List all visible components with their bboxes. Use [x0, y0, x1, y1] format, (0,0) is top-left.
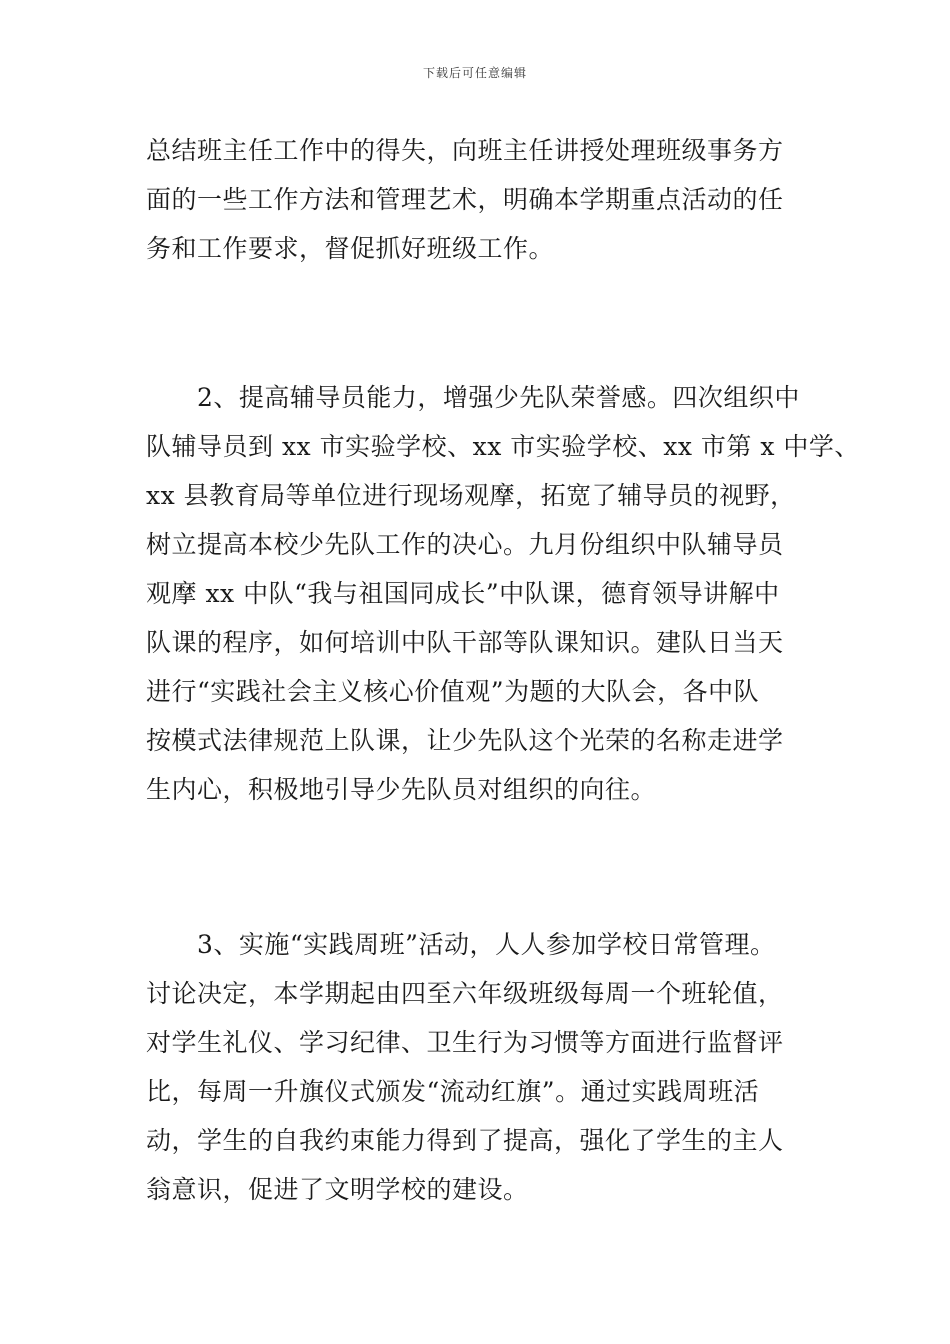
paragraph-1: [146, 126, 816, 273]
paragraph-3: [146, 920, 816, 1214]
text-line: 队课的程序，如何培训中队干部等队课知识。建队日当天: [146, 628, 784, 657]
text-line: 进行“实践社会主义核心价值观”为题的大队会，各中队: [146, 677, 760, 706]
text-line: 队辅导员到 xx 市实验学校、xx 市实验学校、xx 市第 x 中学、: [146, 432, 860, 461]
paragraph-2: [146, 373, 860, 814]
text-line: 动，学生的自我约束能力得到了提高，强化了学生的主人: [146, 1126, 784, 1155]
text-line: xx 县教育局等单位进行现场观摩，拓宽了辅导员的视野，: [146, 481, 796, 510]
page-header-note: 下载后可任意编辑: [422, 66, 527, 80]
text-line: 按模式法律规范上队课，让少先队这个光荣的名称走进学: [146, 726, 784, 755]
text-line: 翁意识，促进了文明学校的建设。: [146, 1175, 529, 1204]
text-line: 观摩 xx 中队“我与祖国同成长”中队课，德育领导讲解中: [146, 579, 780, 608]
text-line: 3、实施“实践周班”活动，人人参加学校日常管理。: [146, 930, 776, 959]
text-line: 务和工作要求，督促抓好班级工作。: [146, 234, 555, 263]
text-line: 生内心，积极地引导少先队员对组织的向往。: [146, 775, 657, 804]
text-line: 总结班主任工作中的得失，向班主任讲授处理班级事务方: [146, 136, 784, 165]
text-line: 树立提高本校少先队工作的决心。九月份组织中队辅导员: [146, 530, 784, 559]
text-line: 2、提高辅导员能力，增强少先队荣誉感。四次组织中: [146, 383, 800, 412]
text-line: 对学生礼仪、学习纪律、卫生行为习惯等方面进行监督评: [146, 1028, 784, 1057]
text-line: 面的一些工作方法和管理艺术，明确本学期重点活动的任: [146, 185, 784, 214]
text-line: 比，每周一升旗仪式颁发“流动红旗”。通过实践周班活: [146, 1077, 760, 1106]
text-line: 讨论决定，本学期起由四至六年级班级每周一个班轮值，: [146, 979, 784, 1008]
